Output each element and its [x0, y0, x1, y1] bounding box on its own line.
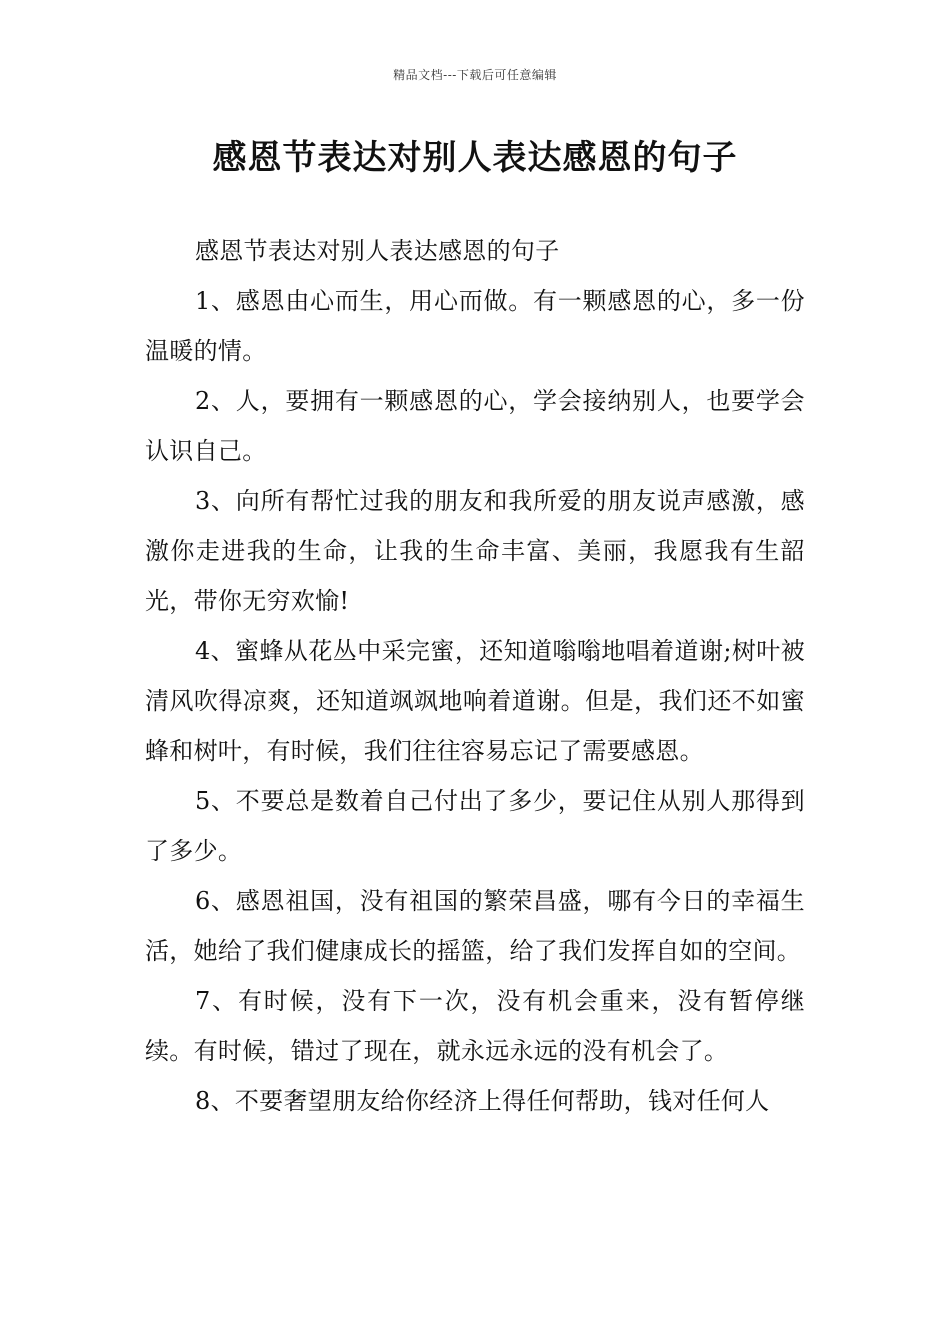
paragraph-4: 4、蜜蜂从花丛中采完蜜，还知道嗡嗡地唱着道谢;树叶被清风吹得凉爽，还知道飒飒地响着道谢。但是，我们还不如蜜蜂和树叶，有时候，我们往往容易忘记了需要感恩。 [145, 637, 805, 765]
header-note: 精品文档---下载后可任意编辑 [393, 68, 557, 82]
paragraph-3: 3、向所有帮忙过我的朋友和我所爱的朋友说声感激，感激你走进我的生命，让我的生命丰富、美丽，我愿我有生韶光，带你无穷欢愉! [145, 487, 805, 615]
paragraph-1: 1、感恩由心而生，用心而做。有一颗感恩的心，多一份温暖的情。 [145, 287, 805, 365]
paragraph-8: 8、不要奢望朋友给你经济上得任何帮助，钱对任何人 [195, 1087, 770, 1115]
document-title: 感恩节表达对别人表达感恩的句子 [212, 138, 738, 178]
paragraph-5: 5、不要总是数着自己付出了多少，要记住从别人那得到了多少。 [145, 787, 805, 865]
paragraph-6: 6、感恩祖国，没有祖国的繁荣昌盛，哪有今日的幸福生活，她给了我们健康成长的摇篮，给了我们发挥自如的空间。 [145, 887, 805, 965]
paragraph-2: 2、人，要拥有一颗感恩的心，学会接纳别人，也要学会认识自己。 [145, 387, 805, 465]
paragraph-7: 7、有时候，没有下一次，没有机会重来，没有暂停继续。有时候，错过了现在，就永远永远的没有机会了。 [145, 987, 805, 1065]
document-body [145, 226, 805, 1126]
document-subtitle: 感恩节表达对别人表达感恩的句子 [195, 237, 560, 265]
